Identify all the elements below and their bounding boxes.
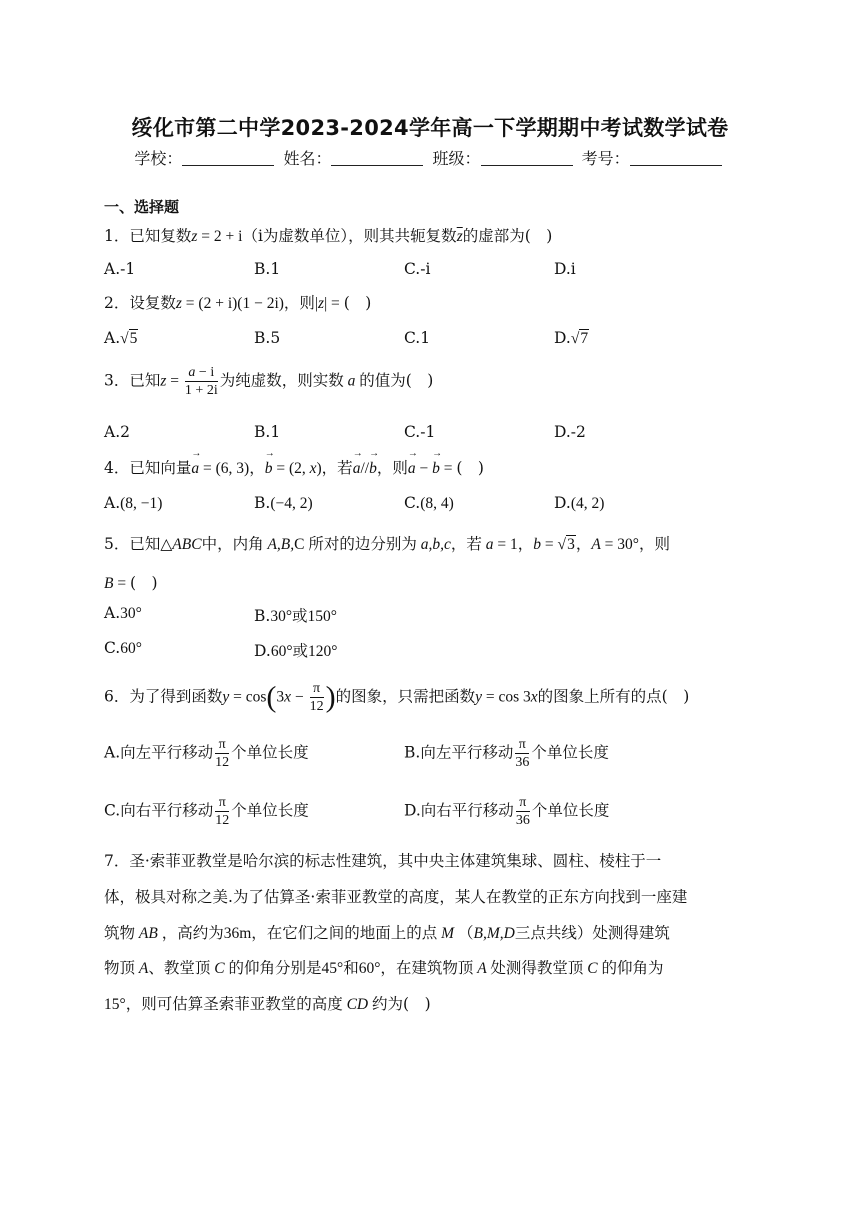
question-7-line-2: 体，极具对称之美.为了估算圣·索菲亚教堂的高度，某人在教堂的正东方向找到一座建	[104, 888, 688, 906]
q3-option-a[interactable]: A.2	[104, 423, 130, 441]
question-1-stem: 1．已知复数z = 2 + i（i为虚数单位），则其共轭复数$\overline{z}$的虚部为( )	[104, 227, 553, 245]
class-blank[interactable]	[481, 151, 573, 166]
q5-text: 5．已知	[104, 535, 161, 553]
q2-option-b[interactable]: B.5	[254, 329, 281, 347]
q2-text: 2．设复数	[104, 294, 176, 312]
q5-option-c[interactable]: C.60°	[104, 639, 142, 657]
q3-text-3: 的值为( )	[359, 371, 434, 390]
q4-text-2: ，若	[321, 459, 353, 477]
q6-option-b[interactable]: B.向左平行移动 $\frac{\pi}{36}$ 个单位长度	[404, 737, 609, 770]
q6-option-d[interactable]: D.向右平行移动 $\frac{\pi}{36}$ 个单位长度	[404, 795, 610, 828]
q4-text: 4．已知向量	[104, 459, 192, 477]
q1-text: 1．已知复数	[104, 227, 192, 245]
school-blank[interactable]	[182, 151, 274, 166]
q3-fraction: $\frac{a - i}{1 + 2i}$	[184, 365, 218, 398]
question-7-line-3: 筑物 AB ，高约为36m，在它们之间的地面上的点 M （B,M,D三点共线）处测得建筑	[104, 924, 670, 942]
school-label: 学校：	[134, 149, 183, 168]
q6-text-3: 的图象上所有的点( )	[537, 687, 690, 706]
q1-option-a[interactable]: A.-1	[104, 260, 136, 278]
q1-formula: z	[191, 228, 198, 245]
q2-text-2: ，则	[283, 294, 315, 312]
q4-option-c[interactable]: C.(8, 4)	[404, 494, 454, 512]
q3-text-2: 为纯虚数，则实数	[219, 371, 344, 390]
question-7-line-5: 15°，则可估算圣索菲亚教堂的高度 CD 约为( )	[104, 995, 431, 1013]
question-6-stem: 6．为了得到函数y = cos(3x − $\frac{\pi}{12}$ )的图象，只需把函数y = cos 3x的图象上所有的点( )	[104, 680, 690, 714]
q3-option-d[interactable]: D.-2	[554, 423, 586, 441]
q4-option-d[interactable]: D.(4, 2)	[554, 494, 605, 512]
question-5-stem-cont: B = ( )	[104, 574, 158, 592]
question-7-line-4: 物顶 A、教堂顶 C 的仰角分别是45°和60°，在建筑物顶 A 处测得教堂顶 C 的仰角为	[104, 959, 664, 977]
question-5-stem: 5．已知△ABC中，内角 A,B,C 所对的边分别为 a,b,c，若 a = 1，b = √3，A = 30°，则	[104, 535, 671, 553]
q4-text-3: ，则	[376, 459, 408, 477]
q5-option-d[interactable]: D.60°或120°	[254, 642, 338, 660]
q6-text: 6．为了得到函数	[104, 687, 223, 706]
page-title: 绥化市第二中学2023-2024学年高一下学期期中考试数学试卷	[131, 116, 729, 140]
q4-text-4: ( )	[456, 459, 484, 477]
class-label: 班级：	[432, 149, 481, 168]
q1-conjugate: $\overline{z}$	[456, 228, 463, 245]
exam-number-blank[interactable]	[630, 151, 722, 166]
q6-option-a[interactable]: A.向左平行移动 $\frac{\pi}{12}$ 个单位长度	[104, 737, 309, 770]
name-label: 姓名：	[283, 149, 332, 168]
q5-option-a[interactable]: A.30°	[104, 604, 142, 622]
q2-option-d[interactable]: D.√7	[554, 329, 589, 347]
q1-option-d[interactable]: D.i	[554, 260, 576, 278]
q2-option-a[interactable]: A.√5	[104, 329, 138, 347]
q5-text-3: 所对的边分别为	[308, 535, 417, 553]
q4-option-b[interactable]: B.(−4, 2)	[254, 494, 313, 512]
q1-text-3: 的虚部为( )	[462, 227, 553, 245]
question-3-stem: 3．已知z = $\frac{a - i}{1 + 2i}$ 为纯虚数，则实数 a 的值为( )	[104, 365, 434, 398]
q1-option-b[interactable]: B.1	[254, 260, 281, 278]
student-info-line	[0, 146, 860, 169]
q2-text-3: ( )	[343, 294, 372, 312]
q1-option-c[interactable]: C.-i	[404, 260, 431, 278]
q6-text-2: 的图象，只需把函数	[335, 687, 476, 706]
q1-text-2: （i为虚数单位），则其共轭复数	[242, 227, 457, 245]
question-2-stem: 2．设复数z = (2 + i)(1 − 2i)，则|z| = ( )	[104, 294, 372, 312]
q4-option-a[interactable]: A.(8, −1)	[104, 494, 163, 512]
name-blank[interactable]	[331, 151, 423, 166]
q5-text-5: ，则	[639, 535, 671, 553]
q3-option-c[interactable]: C.-1	[404, 423, 436, 441]
question-4-stem: 4．已知向量→ a = (6, 3)，→ b = (2, x)，若→ a//→ b，则→ a − → b = ( )	[104, 456, 484, 478]
q5-text-6: ( )	[129, 574, 158, 592]
q5-text-4: ，若	[450, 535, 482, 553]
q2-option-c[interactable]: C.1	[404, 329, 431, 347]
q5-option-b[interactable]: B.30°或150°	[254, 607, 337, 625]
section-heading: 一、选择题	[104, 198, 180, 216]
q5-text-2: 中，内角	[201, 535, 264, 553]
question-7-line-1: 7．圣·索菲亚教堂是哈尔滨的标志性建筑，其中央主体建筑集球、圆柱、棱柱于一	[104, 852, 662, 870]
q3-option-b[interactable]: B.1	[254, 423, 281, 441]
q3-text: 3．已知	[104, 371, 161, 390]
q6-option-c[interactable]: C.向右平行移动 $\frac{\pi}{12}$ 个单位长度	[104, 795, 309, 828]
exam-number-label: 考号：	[581, 149, 630, 168]
